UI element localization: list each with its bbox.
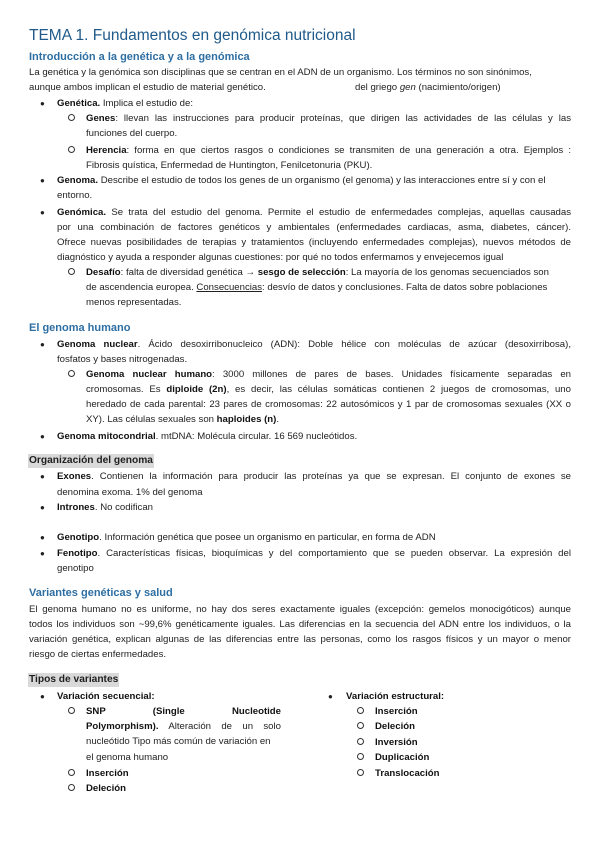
section-heading-intro: Introducción a la genética y a la genómica (29, 51, 250, 63)
right-item-translocacion: Translocación (375, 768, 440, 779)
bullet-icon: ● (40, 208, 45, 217)
genomica-line-2: por una combinación de factores genéticos y ambientales (enfermedades cardiacas, asma, diabetes, cáncer). (57, 222, 571, 233)
exones-line-1: Exones. Contienen la información para producir las proteínas ya que se expresan. El conjunto de exones se (57, 471, 571, 482)
desafio-line-3: menos representadas. (86, 297, 182, 308)
snp-line-4: el genoma humano (86, 752, 169, 763)
subheading-tipos-variantes: Tipos de variantes (29, 674, 119, 685)
bullet-icon: ● (328, 692, 333, 701)
gnh-line-3: heredado de cada parental: 23 pares de cromosomas: 22 autosómicos y 1 par de cromosomas sexuales (XX o (86, 399, 571, 410)
circle-bullet-icon (68, 707, 75, 714)
genetica-item: Genética. Implica el estudio de: (57, 98, 193, 109)
snp-line-2: Polymorphism). Alteración de un solo (86, 721, 281, 732)
exones-line-2: denomina exoma. 1% del genoma (57, 487, 203, 498)
intrones-item: Intrones. No codifican (57, 502, 153, 513)
bullet-icon: ● (40, 99, 45, 108)
variantes-line-4: riesgo de ciertas enfermedades. (29, 649, 167, 660)
right-item-insercion: Inserción (375, 706, 418, 717)
genoma-line-1: Genoma. Describe el estudio de todos los genes de un organismo (el genoma) y las interacciones entre sí y con el (57, 175, 546, 186)
variacion-estructural-title: Variación estructural: (346, 691, 445, 702)
circle-bullet-icon (357, 738, 364, 745)
genes-line-1: Genes: llevan las instrucciones para producir proteínas, que dirigen las actividades de las células y las (86, 113, 571, 124)
variantes-line-2: todos los individuos son ~99,6% genéticamente iguales. Las diferencias en la secuencia del ADN entre los individuos, o la (29, 619, 571, 630)
circle-bullet-icon (357, 769, 364, 776)
right-item-inversion: Inversión (375, 737, 418, 748)
gnh-line-4: XY). Las células sexuales son haploides (n). (86, 414, 280, 425)
snp-line-1: SNP (Single Nucleotide (86, 706, 281, 717)
left-item-delecion: Deleción (86, 783, 126, 794)
right-item-duplicacion: Duplicación (375, 752, 430, 763)
herencia-line-1: Herencia: forma en que ciertos rasgos o condiciones se transmiten de una generación a otra. Ejemplos : (86, 145, 571, 156)
gnh-line-2: cromosomas. Es diploide (2n), es decir, las células somáticas contienen 2 juegos de cromosomas, uno (86, 384, 571, 395)
circle-bullet-icon (357, 707, 364, 714)
intro-line-2a: aunque ambos implican el estudio de material genético. (29, 82, 266, 93)
circle-bullet-icon (68, 114, 75, 121)
circle-bullet-icon (357, 753, 364, 760)
bullet-icon: ● (40, 472, 45, 481)
fenotipo-line-2: genotipo (57, 563, 94, 574)
snp-line-3: nucleótido Tipo más común de variación en (86, 736, 271, 747)
circle-bullet-icon (68, 268, 75, 275)
subheading-organizacion: Organización del genoma (29, 455, 153, 466)
right-item-delecion: Deleción (375, 721, 415, 732)
genes-line-2: funciones del cuerpo. (86, 128, 178, 139)
intro-line-1: La genética y la genómica son disciplinas que se centran en el ADN de un organismo. Los términos no son sinónimos, (29, 67, 532, 78)
genomica-line-4: diagnóstico y ayuda a responder algunas cuestiones: por qué no todos enfermamos y envejecemos igual (57, 252, 504, 263)
bullet-icon: ● (40, 503, 45, 512)
genomica-line-3: Ofrece nuevas posibilidades de terapias y tratamientos (incluyendo enfermedades complejas), nuevos métodos de (57, 237, 571, 248)
gnh-line-1: Genoma nuclear humano: 3000 millones de pares de bases. Unidades físicamente separadas en (86, 369, 571, 380)
mito-item: Genoma mitocondrial. mtDNA: Molécula circular. 16 569 nucleótidos. (57, 431, 358, 442)
circle-bullet-icon (357, 722, 364, 729)
bullet-icon: ● (40, 533, 45, 542)
bullet-icon: ● (40, 549, 45, 558)
variantes-line-1: El genoma humano no es uniforme, no hay dos seres exactamente iguales (excepción: gemelos monocigóticos) aunque (29, 604, 571, 615)
desafio-line-1: Desafío: falta de diversidad genética → sesgo de selección: La mayoría de los genomas secuenciados son (86, 267, 549, 278)
left-item-insercion: Inserción (86, 768, 129, 779)
page-title: TEMA 1. Fundamentos en genómica nutricional (29, 27, 356, 44)
circle-bullet-icon (68, 769, 75, 776)
genotipo-item: Genotipo. Información genética que posee un organismo en particular, en forma de ADN (57, 532, 436, 543)
genoma-line-2: entorno. (57, 190, 93, 201)
bullet-icon: ● (40, 176, 45, 185)
circle-bullet-icon (68, 784, 75, 791)
circle-bullet-icon (68, 146, 75, 153)
desafio-line-2: de ascendencia europea. Consecuencias: desvío de datos y conclusiones. Falta de datos sobre poblaciones (86, 282, 548, 293)
nuclear-line-2: fosfatos y bases nitrogenadas. (57, 354, 188, 365)
fenotipo-line-1: Fenotipo. Características físicas, bioquímicas y del comportamiento que se pueden observar. La expresión del (57, 548, 571, 559)
section-heading-genoma-humano: El genoma humano (29, 322, 131, 334)
section-heading-variantes: Variantes genéticas y salud (29, 587, 173, 599)
intro-line-2-tail: del griego gen (nacimiento/origen) (355, 82, 501, 93)
variacion-secuencial-title: Variación secuencial: (57, 691, 155, 702)
bullet-icon: ● (40, 432, 45, 441)
circle-bullet-icon (68, 370, 75, 377)
bullet-icon: ● (40, 692, 45, 701)
herencia-line-2: Fibrosis quística, Enfermedad de Huntington, Fenilcetonuria (PKU). (86, 160, 373, 171)
genomica-line-1: Genómica. Se trata del estudio del genoma. Permite el estudio de enfermedades complejas, aquellas causadas (57, 207, 571, 218)
nuclear-line-1: Genoma nuclear. Ácido desoxirribonucleico (ADN): Doble hélice con moléculas de azúcar (desoxirribosa), (57, 339, 571, 350)
bullet-icon: ● (40, 340, 45, 349)
variantes-line-3: variación genética, explican algunas de las diferencias entre las personas, como los rasgos físicos y un mayor o menor (29, 634, 571, 645)
